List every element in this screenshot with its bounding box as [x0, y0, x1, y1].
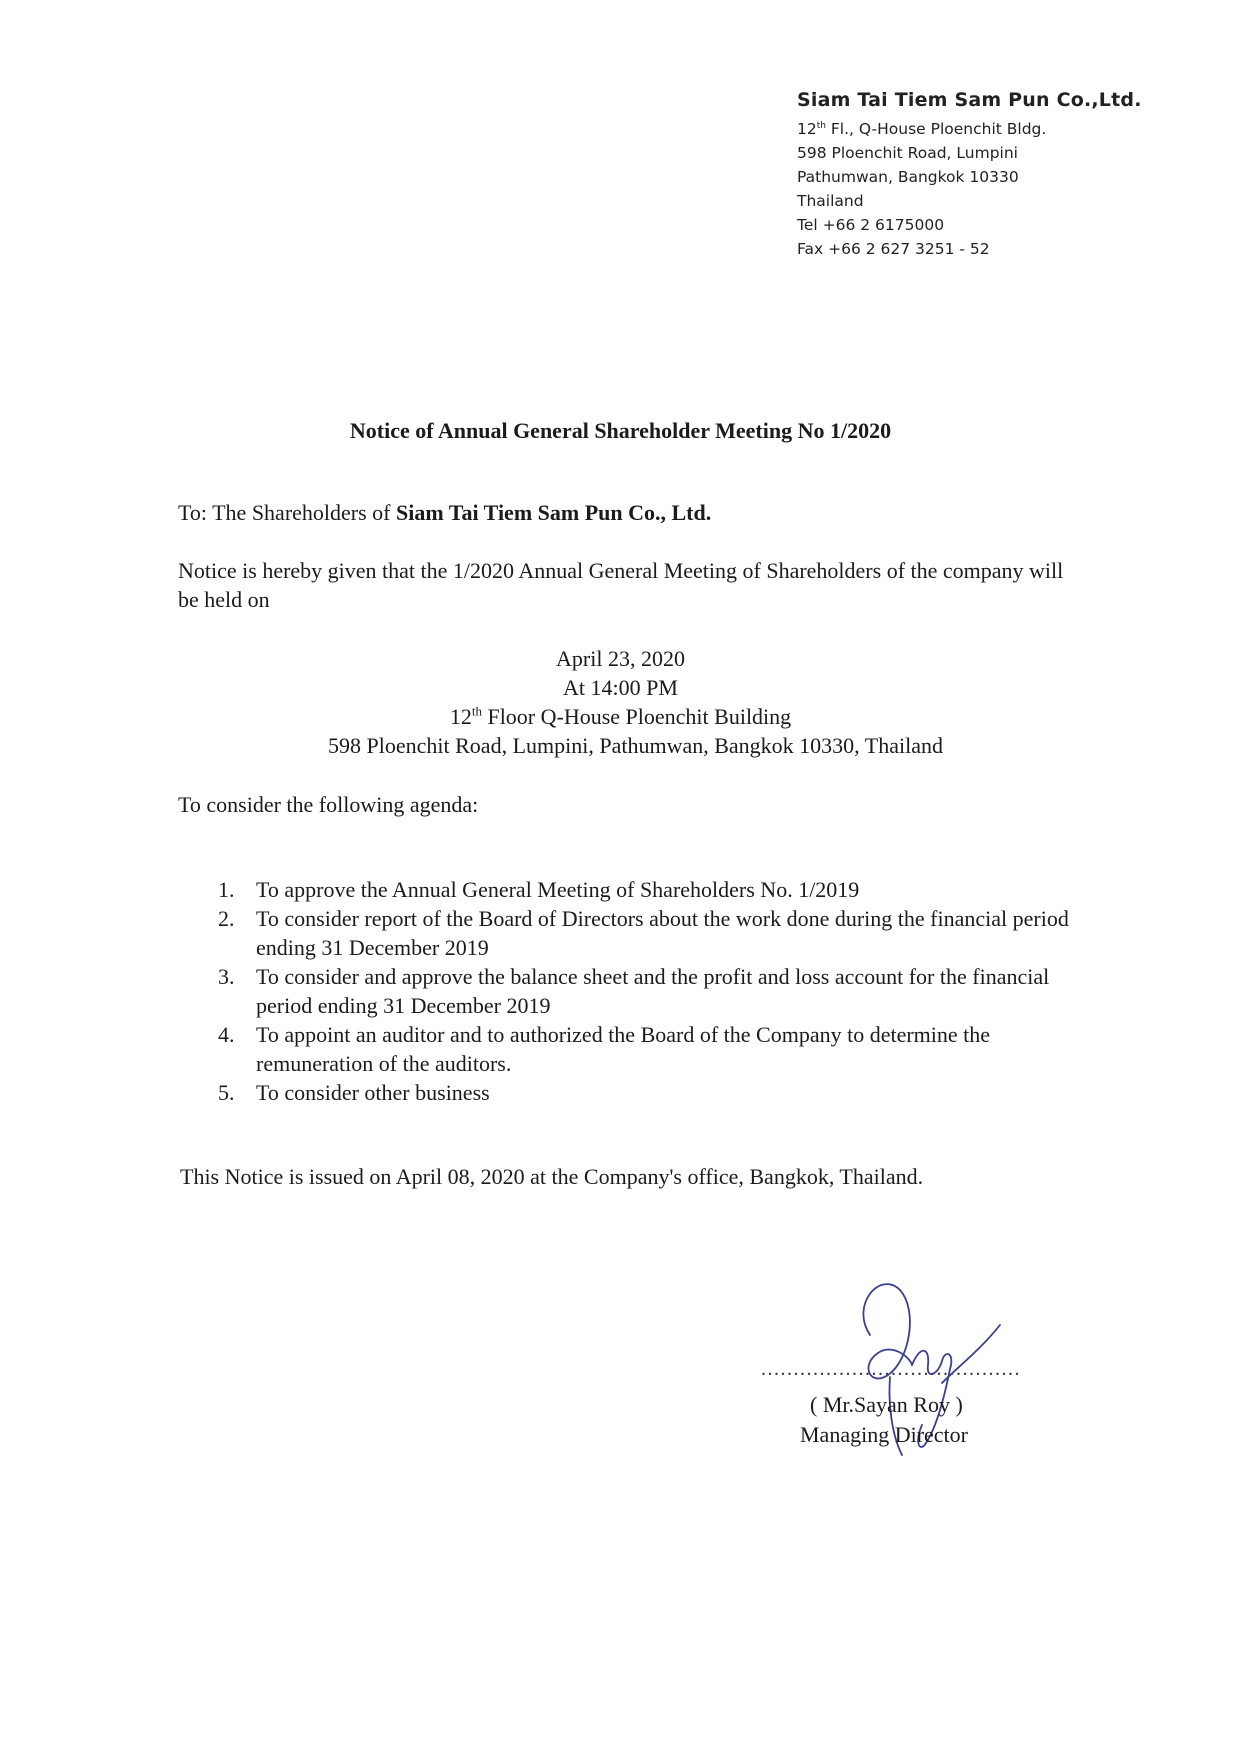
- meeting-floor-suffix: th: [471, 703, 482, 719]
- notice-title: Notice of Annual General Shareholder Meeting No 1/2020: [349, 418, 892, 443]
- notice-intro: Notice is hereby given that the 1/2020 Annual General Meeting of Shareholders of the company will be held on: [178, 558, 1064, 612]
- letterhead-floor-rest: Fl., Q-House Ploenchit Bldg.: [825, 120, 1047, 138]
- agenda-intro: To consider the following agenda:: [178, 792, 479, 817]
- agenda-item-number: 3.: [218, 964, 235, 989]
- meeting-venue: [0, 644, 1241, 760]
- addressee-prefix: To: The Shareholders of: [178, 500, 397, 525]
- agenda-item-text: To appoint an auditor and to authorized the Board of the Company to determine the remuneration of the auditors.: [256, 1022, 991, 1076]
- signatory-name: ( Mr.Sayan Roy ): [810, 1392, 963, 1417]
- agenda-list: [206, 875, 1086, 1107]
- agenda-item-number: 4.: [218, 1022, 235, 1047]
- signatory-title: Managing Director: [800, 1422, 968, 1447]
- letterhead-address-line-3: Pathumwan, Bangkok 10330: [797, 168, 1019, 186]
- meeting-floor: [0, 702, 1241, 731]
- agenda-item: [206, 875, 1086, 904]
- agenda-item: [206, 962, 1086, 1020]
- closing-statement: This Notice is issued on April 08, 2020 at the Company's office, Bangkok, Thailand.: [180, 1164, 924, 1189]
- meeting-floor-number: 12: [449, 704, 472, 729]
- agenda-item: [206, 1020, 1086, 1078]
- letterhead-fax: Fax +66 2 627 3251 - 52: [797, 240, 990, 258]
- meeting-time: At 14:00 PM: [563, 675, 678, 700]
- signature-dotted-line: ........................................: [761, 1358, 1021, 1380]
- signature-stroke-tail: [942, 1325, 1000, 1383]
- agenda-item-text: To approve the Annual General Meeting of Shareholders No. 1/2019: [256, 877, 860, 902]
- agenda-item-number: 2.: [218, 906, 235, 931]
- letterhead-company-name: Siam Tai Tiem Sam Pun Co.,Ltd.: [797, 89, 1142, 111]
- agenda-item-text: To consider report of the Board of Directors about the work done during the financial period ending 31 December 2019: [256, 906, 1069, 960]
- meeting-floor-rest: Floor Q-House Ploenchit Building: [481, 704, 792, 729]
- letterhead-address-line-1: [797, 117, 1217, 141]
- addressee-line: [178, 500, 711, 526]
- letterhead-address-line-2: 598 Ploenchit Road, Lumpini: [797, 144, 1018, 162]
- agenda-item-text: To consider and approve the balance sheet and the profit and loss account for the financial period ending 31 December 2019: [256, 964, 1050, 1018]
- agenda-item: [206, 1078, 1086, 1107]
- letterhead-floor-number: 12: [797, 120, 817, 138]
- agenda-item-number: 5.: [218, 1080, 235, 1105]
- meeting-address: 598 Ploenchit Road, Lumpini, Pathumwan, Bangkok 10330, Thailand: [328, 733, 943, 758]
- letterhead-floor-suffix: th: [816, 120, 826, 131]
- addressee-company: Siam Tai Tiem Sam Pun Co., Ltd.: [396, 500, 712, 525]
- company-letterhead: [797, 89, 1217, 261]
- signature-stroke-loop: [863, 1284, 912, 1378]
- meeting-date: April 23, 2020: [556, 646, 685, 671]
- agenda-item-text: To consider other business: [256, 1080, 490, 1105]
- agenda-item: [206, 904, 1086, 962]
- letterhead-country: Thailand: [797, 192, 864, 210]
- letterhead-tel: Tel +66 2 6175000: [797, 216, 945, 234]
- agenda-item-number: 1.: [218, 877, 235, 902]
